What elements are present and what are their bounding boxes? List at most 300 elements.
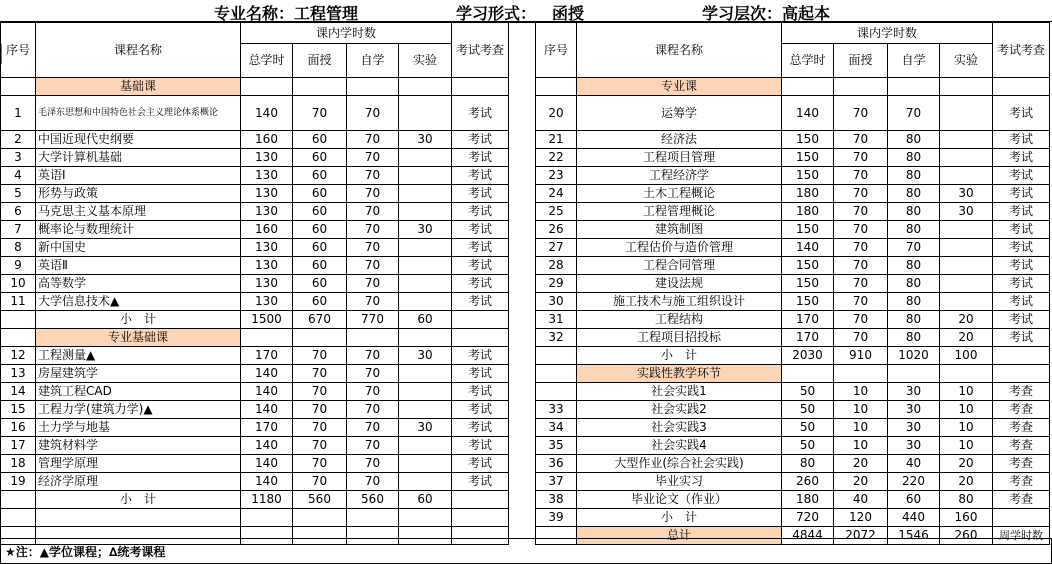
exam-type: 考试 [452,96,509,131]
lab-hours: 80 [940,491,993,509]
header-total: 总学时 [241,44,293,78]
course-name: 马克思主义基本原理 [36,203,241,221]
exam-type: 考试 [452,221,509,239]
empty-cell [834,78,888,96]
total-hours: 160 [241,221,293,239]
course-number: 7 [1,221,36,239]
lecture-hours: 70 [293,455,347,473]
exam-type: 考试 [452,185,509,203]
total-hours: 130 [241,167,293,185]
course-row [536,401,1050,419]
header-seq: 序号 [1,23,36,78]
course-row [536,96,1050,131]
course-row [1,455,536,473]
lab-hours: 30 [399,419,452,437]
total-hours: 130 [241,185,293,203]
empty-cell [347,509,399,527]
section-title: 实践性教学环节 [577,365,782,383]
course-name: 社会实践4 [577,437,782,455]
total-hours: 260 [782,473,834,491]
exam-type: 考查 [993,383,1050,401]
subtotal-lecture: 560 [293,491,347,509]
lab-hours [399,96,452,131]
total-hours: 140 [241,383,293,401]
self-study-hours: 80 [888,329,940,347]
footnote-row [0,538,1052,564]
weekly-hours-note: 周学时数 [993,527,1050,545]
lab-hours [399,473,452,491]
total-hours: 130 [241,275,293,293]
self-study-hours: 70 [347,185,399,203]
course-number: 35 [536,437,577,455]
exam-type: 考试 [452,293,509,311]
self-study-hours: 70 [888,96,940,131]
section-seq-cell [536,78,577,96]
course-name: 房屋建筑学 [36,365,241,383]
course-number: 3 [1,149,36,167]
subtotal-exam [993,509,1050,527]
course-name: 经济法 [577,131,782,149]
subtotal-self: 440 [888,509,940,527]
lab-hours: 30 [399,347,452,365]
lab-hours [940,149,993,167]
total-hours: 130 [241,293,293,311]
lab-hours: 10 [940,401,993,419]
course-row [536,437,1050,455]
section-header-row [536,365,1050,383]
header-lecture: 面授 [293,44,347,78]
total-hours: 180 [782,203,834,221]
empty-cell [940,78,993,96]
course-row [1,365,536,383]
course-row [1,383,536,401]
blank-row [1,509,536,527]
self-study-hours: 80 [888,275,940,293]
course-row [536,239,1050,257]
total-hours: 140 [241,401,293,419]
course-name: 建筑工程CAD [36,383,241,401]
lecture-hours: 70 [834,203,888,221]
self-study-hours: 80 [888,149,940,167]
course-row [1,149,536,167]
total-hours: 150 [782,149,834,167]
course-number: 2 [1,131,36,149]
course-number: 36 [536,455,577,473]
exam-type: 考试 [993,131,1050,149]
lab-hours [399,257,452,275]
course-number: 16 [1,419,36,437]
header-hours-group: 课内学时数 [782,23,993,44]
lab-hours [940,96,993,131]
lecture-hours: 60 [293,293,347,311]
exam-type: 考试 [993,329,1050,347]
subtotal-row [1,491,536,509]
course-number: 9 [1,257,36,275]
lab-hours [399,437,452,455]
exam-type: 考试 [452,383,509,401]
header-hours-group: 课内学时数 [241,23,452,44]
exam-type: 考试 [993,275,1050,293]
lecture-hours: 60 [293,275,347,293]
course-number: 29 [536,275,577,293]
lab-hours [399,203,452,221]
course-row [1,257,536,275]
course-number: 17 [1,437,36,455]
lecture-hours: 20 [834,473,888,491]
subtotal-seq [1,311,36,329]
exam-type: 考试 [452,401,509,419]
subtotal-label: 小 计 [577,347,782,365]
self-study-hours: 70 [888,239,940,257]
subtotal-lecture: 910 [834,347,888,365]
grand-total-hours: 4844 [782,527,834,545]
self-study-hours: 220 [888,473,940,491]
section-title: 专业课 [577,78,782,96]
lecture-hours: 70 [834,293,888,311]
header-total: 总学时 [782,44,834,78]
course-row [1,275,536,293]
self-study-hours: 80 [888,167,940,185]
course-name: 高等数学 [36,275,241,293]
self-study-hours: 70 [347,365,399,383]
total-hours: 140 [241,437,293,455]
subtotal-total: 720 [782,509,834,527]
course-number: 20 [536,96,577,131]
empty-cell [888,365,940,383]
empty-cell [293,78,347,96]
empty-cell [782,78,834,96]
grand-total-label: 总计 [577,527,782,545]
subtotal-lecture: 120 [834,509,888,527]
lecture-hours: 70 [293,401,347,419]
lecture-hours: 70 [293,365,347,383]
section-title: 专业基础课 [36,329,241,347]
total-hours: 50 [782,419,834,437]
header-course: 课程名称 [577,23,782,78]
subtotal-self: 560 [347,491,399,509]
course-number: 4 [1,167,36,185]
course-row [1,221,536,239]
total-hours: 130 [241,203,293,221]
right-course-table [535,22,1050,545]
course-row [1,131,536,149]
course-number: 14 [1,383,36,401]
lab-hours: 20 [940,473,993,491]
lab-hours [940,239,993,257]
self-study-hours: 70 [347,203,399,221]
lab-hours [399,383,452,401]
self-study-hours: 30 [888,401,940,419]
lab-hours: 30 [399,131,452,149]
course-name: 大学信息技术▲ [36,293,241,311]
course-row [536,383,1050,401]
empty-cell [347,78,399,96]
exam-type: 考试 [993,167,1050,185]
course-number: 18 [1,455,36,473]
course-number: 19 [1,473,36,491]
course-row [1,185,536,203]
exam-type: 考试 [452,203,509,221]
self-study-hours: 70 [347,401,399,419]
total-hours: 180 [782,491,834,509]
total-hours: 170 [782,329,834,347]
total-hours: 140 [241,473,293,491]
empty-cell [399,78,452,96]
lecture-hours: 70 [834,221,888,239]
subtotal-lab: 100 [940,347,993,365]
header-self: 自学 [347,44,399,78]
section-title: 基础课 [36,78,241,96]
course-number: 10 [1,275,36,293]
lab-hours [940,257,993,275]
lab-hours: 10 [940,419,993,437]
study-level-title: 学习层次：高起本 [702,4,831,23]
section-seq-cell [1,78,36,96]
course-name: 大型作业(综合社会实践) [577,455,782,473]
lab-hours: 30 [940,203,993,221]
total-hours: 180 [782,185,834,203]
course-name: 土力学与地基 [36,419,241,437]
grand-total-lab: 260 [940,527,993,545]
exam-type: 考查 [993,401,1050,419]
course-name: 工程估价与造价管理 [577,239,782,257]
total-hours: 170 [782,311,834,329]
course-row [536,131,1050,149]
lecture-hours: 60 [293,221,347,239]
self-study-hours: 70 [347,221,399,239]
course-row [1,473,536,491]
lab-hours [399,149,452,167]
total-hours: 150 [782,257,834,275]
self-study-hours: 70 [347,419,399,437]
lab-hours [399,365,452,383]
empty-cell [293,509,347,527]
exam-type: 考试 [452,437,509,455]
exam-type: 考查 [993,491,1050,509]
empty-cell [782,365,834,383]
empty-cell [241,509,293,527]
exam-type: 考试 [993,221,1050,239]
course-row [536,275,1050,293]
subtotal-self: 1020 [888,347,940,365]
header-self: 自学 [888,44,940,78]
self-study-hours: 30 [888,383,940,401]
exam-type: 考试 [993,149,1050,167]
course-number: 11 [1,293,36,311]
total-hours: 150 [782,275,834,293]
course-row [1,167,536,185]
lecture-hours: 70 [834,185,888,203]
course-number: 34 [536,419,577,437]
total-hours: 50 [782,437,834,455]
lecture-hours: 20 [834,455,888,473]
lecture-hours: 70 [293,473,347,491]
self-study-hours: 70 [347,455,399,473]
course-row [1,203,536,221]
study-mode-value: 函授 [552,4,585,23]
empty-cell [993,78,1050,96]
lab-hours [399,293,452,311]
self-study-hours: 80 [888,293,940,311]
empty-cell [347,329,399,347]
course-row [536,455,1050,473]
course-row [536,221,1050,239]
lecture-hours: 40 [834,491,888,509]
lab-hours [940,167,993,185]
section-header-row [1,78,536,96]
self-study-hours: 80 [888,203,940,221]
total-hours: 50 [782,401,834,419]
lecture-hours: 70 [293,419,347,437]
course-name: 社会实践2 [577,401,782,419]
total-hours: 140 [241,96,293,131]
course-name: 工程测量▲ [36,347,241,365]
lecture-hours: 70 [293,96,347,131]
header-exam: 考试考查 [993,23,1050,78]
course-row [536,329,1050,347]
lecture-hours: 60 [293,149,347,167]
course-row [536,311,1050,329]
lecture-hours: 70 [293,347,347,365]
course-number: 24 [536,185,577,203]
subtotal-total: 2030 [782,347,834,365]
empty-cell [940,365,993,383]
header-lab: 实验 [940,44,993,78]
course-name: 形势与政策 [36,185,241,203]
subtotal-lab: 160 [940,509,993,527]
course-row [1,401,536,419]
course-name: 建筑制图 [577,221,782,239]
subtotal-row [536,347,1050,365]
empty-cell [241,329,293,347]
course-name: 工程合同管理 [577,257,782,275]
exam-type: 考试 [452,239,509,257]
course-number: 13 [1,365,36,383]
course-row [1,437,536,455]
course-row [1,347,536,365]
section-seq-cell [1,329,36,347]
grand-total-self: 1546 [888,527,940,545]
subtotal-exam [993,347,1050,365]
course-row [1,419,536,437]
lecture-hours: 70 [834,329,888,347]
lecture-hours: 10 [834,383,888,401]
exam-type: 考试 [993,203,1050,221]
self-study-hours: 70 [347,239,399,257]
course-number: 26 [536,221,577,239]
self-study-hours: 70 [347,347,399,365]
exam-type: 考试 [993,311,1050,329]
lecture-hours: 70 [834,167,888,185]
exam-type: 考查 [993,473,1050,491]
course-name: 毕业实习 [577,473,782,491]
course-name: 管理学原理 [36,455,241,473]
course-number: 25 [536,203,577,221]
empty-cell [888,78,940,96]
self-study-hours: 80 [888,131,940,149]
lecture-hours: 70 [293,383,347,401]
lecture-hours: 70 [834,131,888,149]
lab-hours [940,293,993,311]
subtotal-self: 770 [347,311,399,329]
lecture-hours: 10 [834,437,888,455]
total-hours: 140 [241,455,293,473]
course-number: 23 [536,167,577,185]
subtotal-lab: 60 [399,491,452,509]
section-header-row [536,78,1050,96]
self-study-hours: 70 [347,149,399,167]
course-number: 31 [536,311,577,329]
course-row [536,149,1050,167]
exam-type: 考试 [993,96,1050,131]
empty-cell [293,329,347,347]
lecture-hours: 10 [834,419,888,437]
total-hours: 150 [782,221,834,239]
course-number: 5 [1,185,36,203]
total-hours: 80 [782,455,834,473]
course-number: 1 [1,96,36,131]
course-row [536,185,1050,203]
total-hours: 150 [782,293,834,311]
course-name: 英语Ⅰ [36,167,241,185]
total-hours: 130 [241,149,293,167]
course-row [536,473,1050,491]
lab-hours: 10 [940,437,993,455]
lecture-hours: 60 [293,203,347,221]
exam-type: 考试 [993,293,1050,311]
course-number: 32 [536,329,577,347]
subtotal-total: 1500 [241,311,293,329]
empty-cell [452,509,509,527]
lab-hours: 10 [940,383,993,401]
lab-hours: 30 [399,221,452,239]
exam-type: 考试 [452,473,509,491]
empty-cell [399,509,452,527]
lab-hours [399,185,452,203]
exam-type: 考试 [452,419,509,437]
course-name: 社会实践3 [577,419,782,437]
exam-type: 考查 [993,455,1050,473]
course-name: 工程管理概论 [577,203,782,221]
total-hours: 150 [782,131,834,149]
subtotal-row [536,509,1050,527]
lab-hours [399,239,452,257]
lecture-hours: 70 [293,437,347,455]
course-name: 工程经济学 [577,167,782,185]
plan-title-bar [0,0,1052,22]
total-hours: 160 [241,131,293,149]
self-study-hours: 80 [888,257,940,275]
self-study-hours: 80 [888,185,940,203]
lecture-hours: 70 [834,311,888,329]
lab-hours [399,275,452,293]
course-name: 工程力学(建筑力学)▲ [36,401,241,419]
left-course-table [0,22,536,545]
total-hours: 140 [241,365,293,383]
section-seq-cell [536,365,577,383]
course-number [536,383,577,401]
self-study-hours: 70 [347,96,399,131]
course-name: 工程项目管理 [577,149,782,167]
lecture-hours: 70 [834,275,888,293]
lab-hours [399,455,452,473]
self-study-hours: 80 [888,221,940,239]
exam-type: 考试 [993,239,1050,257]
self-study-hours: 30 [888,419,940,437]
self-study-hours: 60 [888,491,940,509]
course-row [536,257,1050,275]
section-header-row [1,329,536,347]
